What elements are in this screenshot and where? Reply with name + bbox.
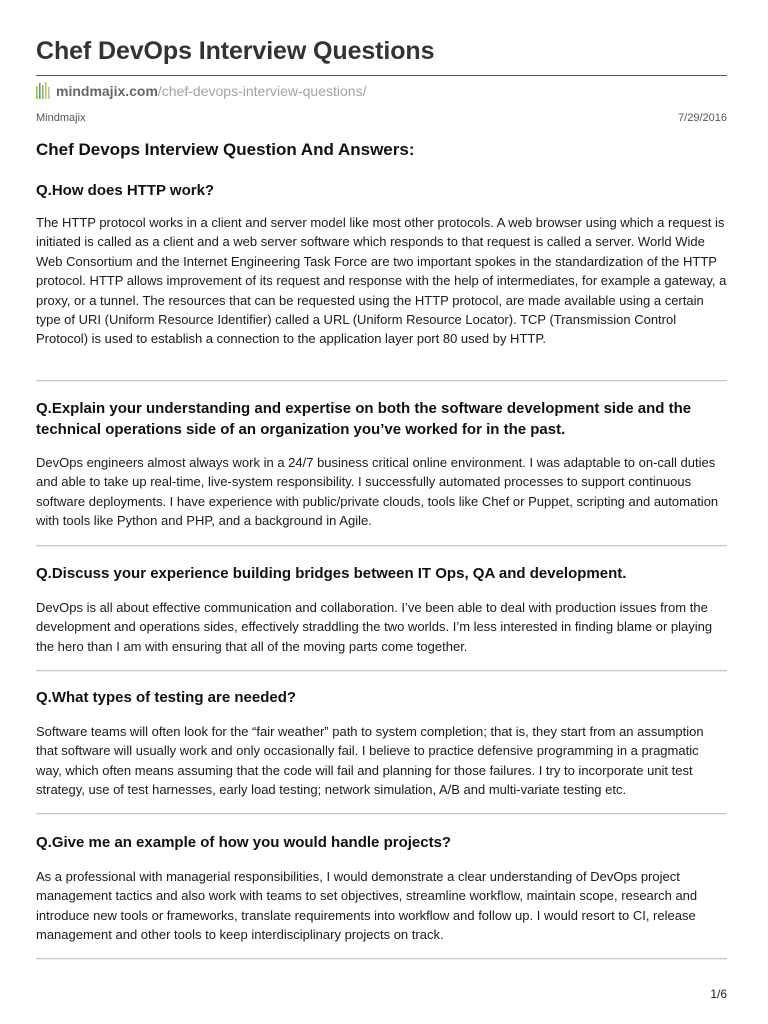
document-title: Chef DevOps Interview Questions	[36, 37, 435, 65]
qa-item	[36, 398, 727, 531]
section-divider	[36, 958, 727, 959]
question: Q.How does HTTP work?	[36, 182, 215, 199]
answer: As a professional with managerial responsibilities, I would demonstrate a clear understanding of DevOps project management tactics and also work with teams to set objectives, streamline workflow, maintain scope, research and introduce new tools or frameworks, translate requirements into workflow and follow up. I would resort to CI, release management and other tools to keep interdisciplinary projects on track.	[36, 869, 698, 943]
source-domain[interactable]: mindmajix.com	[56, 82, 158, 99]
source-line	[36, 82, 366, 99]
answer: Software teams will often look for the “fair weather” path to system completion; that is, they start from an assumption that software will usually work and only occasionally fail. I believe to practice defensive programming in a pragmatic way, which often means assuming that the code will fail and planning for those failures. I try to incorporate unit test strategy, use of test harnesses, early load testing; network simulation, A/B and multi-variate testing etc.	[36, 724, 704, 798]
title-divider	[36, 75, 727, 76]
question: Q.What types of testing are needed?	[36, 689, 297, 706]
question: Q.Discuss your experience building bridges between IT Ops, QA and development.	[36, 565, 627, 582]
section-divider	[36, 670, 727, 671]
page-number: 1/6	[710, 987, 727, 1001]
qa-item	[36, 180, 727, 349]
source-path[interactable]: /chef-devops-interview-questions/	[157, 82, 367, 99]
author: Mindmajix	[36, 112, 86, 124]
qa-item	[36, 687, 727, 800]
document-page	[36, 0, 727, 1024]
answer: DevOps engineers almost always work in a 24/7 business critical online environment. I was adaptable to on-call duties and able to take up real-time, live-system responsibility. I successfully automated processes to support continuous software deployments. I have experience with public/private clouds, tools like Chef or Puppet, scripting and automation with tools like Python and PHP, and a background in Agile.	[36, 455, 719, 529]
main-heading: Chef Devops Interview Question And Answers:	[36, 140, 415, 159]
publish-date: 7/29/2016	[678, 112, 727, 124]
question: Q.Give me an example of how you would handle projects?	[36, 834, 452, 851]
section-divider	[36, 813, 727, 814]
section-divider	[36, 380, 727, 381]
qa-item	[36, 563, 727, 656]
question: Q.Explain your understanding and expertise on both the software development side and the technical operations side of an organization you’ve worked for in the past.	[36, 400, 692, 438]
answer: The HTTP protocol works in a client and server model like most other protocols. A web browser using which a request is initiated is called as a client and a web server software which responds to that request is called a server. World Wide Web Consortium and the Internet Engineering Task Force are two important spokes in the standardization of the HTTP protocol. HTTP allows improvement of its request and response with the help of intermediates, for example a gateway, a proxy, or a tunnel. The resources that can be requested using the HTTP protocol, are made available using a certain type of URI (Uniform Resource Identifier) called a URL (Uniform Resource Locator). TCP (Transmission Control Protocol) is used to establish a connection to the application layer port 80 used by HTTP.	[36, 215, 727, 347]
qa-item	[36, 832, 727, 945]
answer: DevOps is all about effective communication and collaboration. I’ve been able to deal with production issues from the development and operations sides, effectively straddling the two worlds. I’m less interested in finding blame or playing the hero than I am with ensuring that all of the moving parts come together.	[36, 600, 713, 654]
site-logo-icon	[36, 82, 50, 99]
section-divider	[36, 545, 727, 546]
